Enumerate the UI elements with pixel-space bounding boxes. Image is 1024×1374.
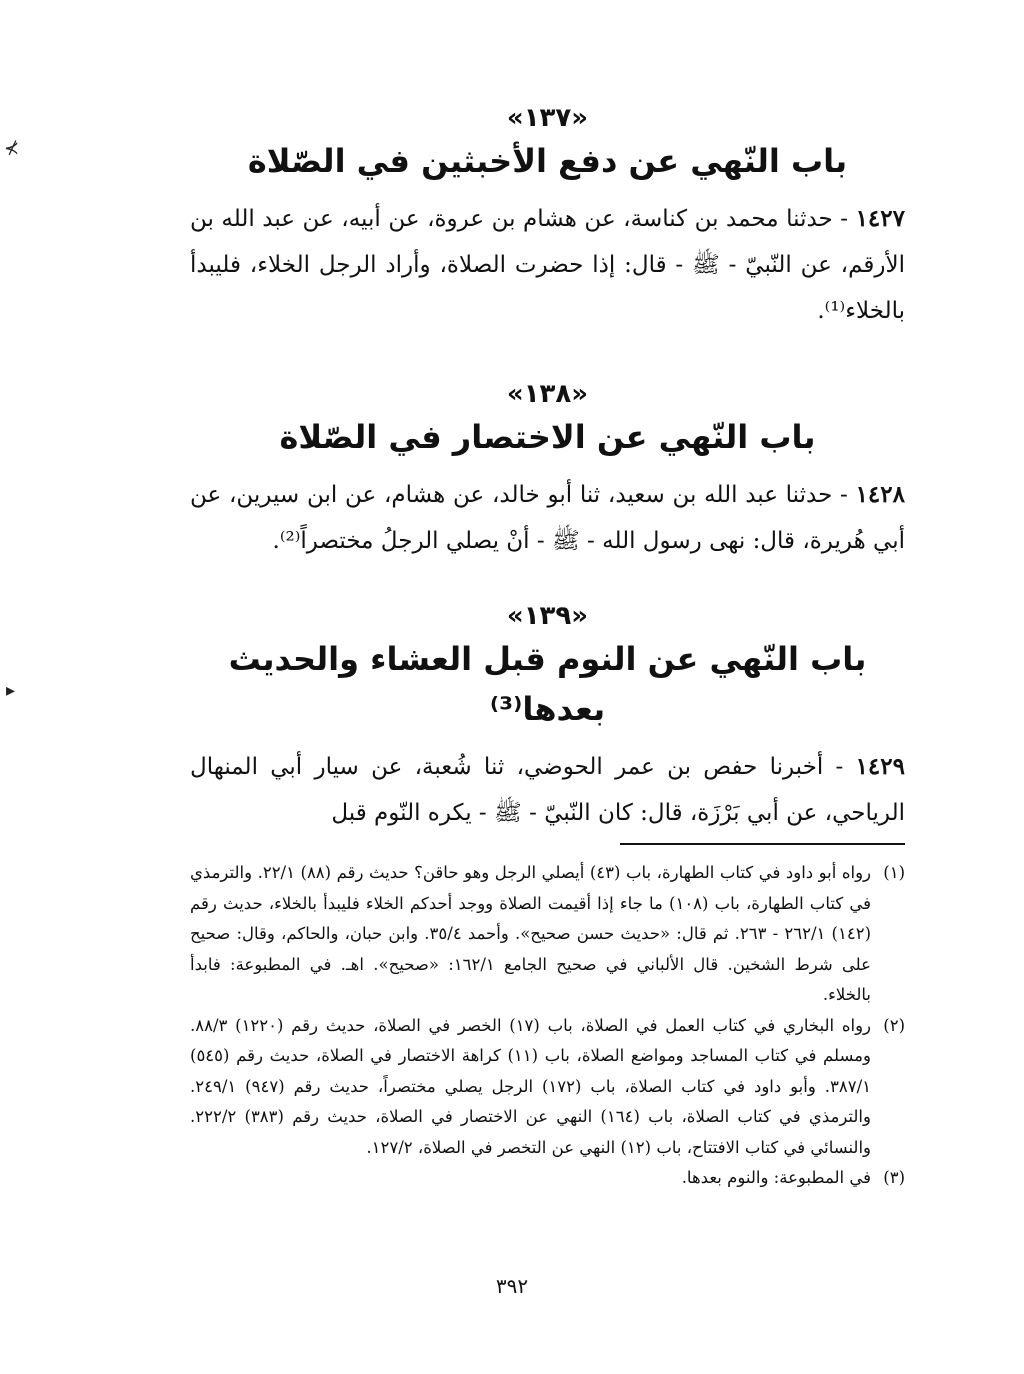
chapter-title: باب النّهي عن النوم قبل العشاء والحديث بعدها⁽³⁾ <box>228 640 867 728</box>
section-138 <box>190 376 905 564</box>
section-gap <box>190 334 905 376</box>
chapter-number: «١٣٩» <box>506 601 589 631</box>
hadith-paragraph <box>190 744 905 836</box>
footnote-separator <box>620 843 905 845</box>
chapter-title: باب النّهي عن الاختصار في الصّلاة <box>279 418 816 456</box>
footnote-3 <box>190 1163 905 1194</box>
hadith-number: ١٤٢٧ <box>855 205 905 232</box>
footnote-mark: (١) <box>883 863 905 882</box>
hadith-text: - أخبرنا حفص بن عمر الحوضي، ثنا شُعبة، عن سيار أبي المنهال الرياحي، عن أبي بَرْزَة، قال: كان النّبيّ - ﷺ - يكره النّوم قبل <box>190 754 905 826</box>
section-137 <box>190 100 905 334</box>
hadith-number: ١٤٢٨ <box>855 481 905 508</box>
section-gap <box>190 564 905 598</box>
hadith-paragraph <box>190 196 905 334</box>
scan-mark-top-left: ⊀ <box>4 138 20 159</box>
scan-mark-left: ▸ <box>6 680 16 701</box>
footnote-text: في المطبوعة: والنوم بعدها. <box>681 1168 871 1187</box>
chapter-number: «١٣٧» <box>506 103 589 133</box>
main-text <box>190 100 905 836</box>
hadith-number: ١٤٢٩ <box>855 753 905 780</box>
footnote-mark: (٢) <box>883 1015 905 1035</box>
footnotes <box>190 858 905 1194</box>
hadith-text: - حدثنا عبد الله بن سعيد، ثنا أبو خالد، عن هشام، عن ابن سيرين، عن أبي هُريرة، قال: نهى رسول الله - ﷺ - أنْ يصلي الرجلُ مختصراً⁽²⁾. <box>190 482 905 554</box>
hadith-paragraph <box>190 472 905 564</box>
footnote-2 <box>190 1011 905 1164</box>
footnote-mark: (٣) <box>883 1168 905 1187</box>
chapter-number: «١٣٨» <box>506 379 589 409</box>
footnote-text: رواه البخاري في كتاب العمل في الصلاة، باب (١٧) الخصر في الصلاة، حديث رقم (١٢٢٠) ٨٨/٣. ومسلم في كتاب المساجد ومواضع الصلاة، باب (١١) كراهة الاختصار في الصلاة، حديث رقم (٥٤٥) ٣٨٧/١. وأبو داود في كتاب الصلاة، باب (١٧٢) الرجل يصلي مختصراً، حديث رقم (٩٤٧) ٢٤٩/١. والترمذي في كتاب الصلاة، باب (١٦٤) النهي عن الاختصار في الصلاة، حديث رقم (٣٨٣) ٢٢٢/٢. والنسائي في كتاب الافتتاح، باب (١٢) النهي عن التخصر في الصلاة، ١٢٧/٢. <box>190 1015 872 1157</box>
section-139 <box>190 598 905 836</box>
footnote-1 <box>190 858 905 1011</box>
footnote-text: رواه أبو داود في كتاب الطهارة، باب (٤٣) أيصلي الرجل وهو حاقن؟ حديث رقم (٨٨) ٢٢/١. والترمذي في كتاب الطهارة، باب (١٠٨) ما جاء إذا أقيمت الصلاة ووجد أحدكم الخلاء فليبدأ بالخلاء، حديث رقم (١٤٢) ٢٦٢/١ - ٢٦٣. ثم قال: «حديث حسن صحيح». وأحمد ٣٥/٤. وابن حبان، والحاكم، وقال: صحيح على شرط الشخين. قال الألباني في صحيح الجامع ١٦٢/١: «صحيح». اهـ. في المطبوعة: فابدأ بالخلاء. <box>190 863 871 1004</box>
hadith-text: - حدثنا محمد بن كناسة، عن هشام بن عروة، عن أبيه، عن عبد الله بن الأرقم، عن النّبيّ - ﷺ - قال: إذا حضرت الصلاة، وأراد الرجل الخلاء، فليبدأ بالخلاء⁽¹⁾. <box>190 206 905 324</box>
chapter-title: باب النّهي عن دفع الأخبثين في الصّلاة <box>247 142 848 180</box>
page-number: ٣٩٢ <box>495 1274 529 1298</box>
